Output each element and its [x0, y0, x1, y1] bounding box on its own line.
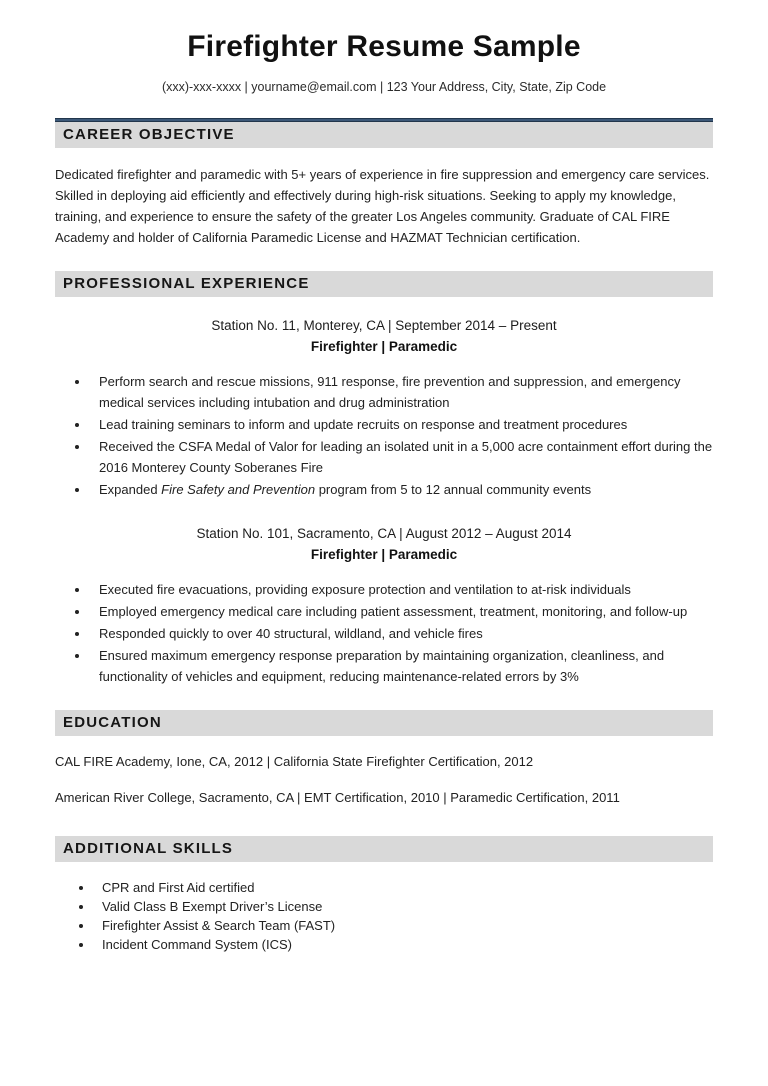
section-heading-education: EDUCATION — [55, 710, 713, 736]
job-entry-2 — [55, 524, 713, 687]
section-heading-professional-experience: PROFESSIONAL EXPERIENCE — [55, 271, 713, 297]
education-line-2: American River College, Sacramento, CA | EMT Certification, 2010 | Paramedic Certification, 2011 — [55, 790, 620, 805]
contact-info: (xxx)-xxx-xxxx | yourname@email.com | 123 Your Address, City, State, Zip Code — [161, 80, 607, 94]
bullet-item: • Executed fire evacuations, providing exposure protection and ventilation to at-risk individuals — [90, 579, 713, 600]
career-objective-text: Dedicated firefighter and paramedic with 5+ years of experience in fire suppression and emergency care services. Skilled in deploying aid efficiently and effectively during high-risk situations. Seeking to apply my knowledge, training, and experience to ensure the safety of the greater Los Angeles community. Graduate of CAL FIRE Academy and holder of California Paramedic License and HAZMAT Technician certification. — [55, 167, 710, 245]
job-1-role-line: Firefighter | Paramedic — [310, 339, 458, 354]
bullet-item: • Employed emergency medical care including patient assessment, treatment, monitoring, and follow-up — [90, 601, 713, 622]
section-heading-additional-skills: ADDITIONAL SKILLS — [55, 836, 713, 862]
job-2-role-line: Firefighter | Paramedic — [310, 547, 458, 562]
bullet-item: • Expanded Fire Safety and Prevention program from 5 to 12 annual community events — [90, 479, 713, 500]
job-1-station-line: Station No. 11, Monterey, CA | September 2014 – Present — [211, 318, 557, 333]
education-line-1: CAL FIRE Academy, Ione, CA, 2012 | California State Firefighter Certification, 2012 — [55, 754, 534, 769]
page-title: Firefighter Resume Sample — [187, 30, 581, 63]
bullet-item: • CPR and First Aid certified — [94, 878, 713, 897]
bullet-item: • Incident Command System (ICS) — [94, 935, 713, 954]
bullet-item: • Lead training seminars to inform and update recruits on response and treatment procedures — [90, 414, 713, 435]
job-1-bullet-list — [55, 371, 713, 500]
section-heading-career-objective: CAREER OBJECTIVE — [55, 122, 713, 148]
bullet-item: • Valid Class B Exempt Driver’s License — [94, 897, 713, 916]
bullet-item: • Perform search and rescue missions, 911 response, fire prevention and suppression, and emergency medical services including intubation and drug administration — [90, 371, 713, 413]
bullet-item: • Firefighter Assist & Search Team (FAST) — [94, 916, 713, 935]
bullet-item: • Received the CSFA Medal of Valor for leading an isolated unit in a 5,000 acre containment effort during the 2016 Monterey County Soberanes Fire — [90, 436, 713, 478]
job-2-station-line: Station No. 101, Sacramento, CA | August 2012 – August 2014 — [196, 526, 572, 541]
job-2-bullet-list — [55, 579, 713, 687]
bullet-item: • Responded quickly to over 40 structural, wildland, and vehicle fires — [90, 623, 713, 644]
skills-bullet-list — [55, 878, 713, 954]
job-entry-1 — [55, 316, 713, 500]
bullet-item: • Ensured maximum emergency response preparation by maintaining organization, cleanliness, and functionality of vehicles and equipment, reducing maintenance-related errors by 3% — [90, 645, 713, 687]
